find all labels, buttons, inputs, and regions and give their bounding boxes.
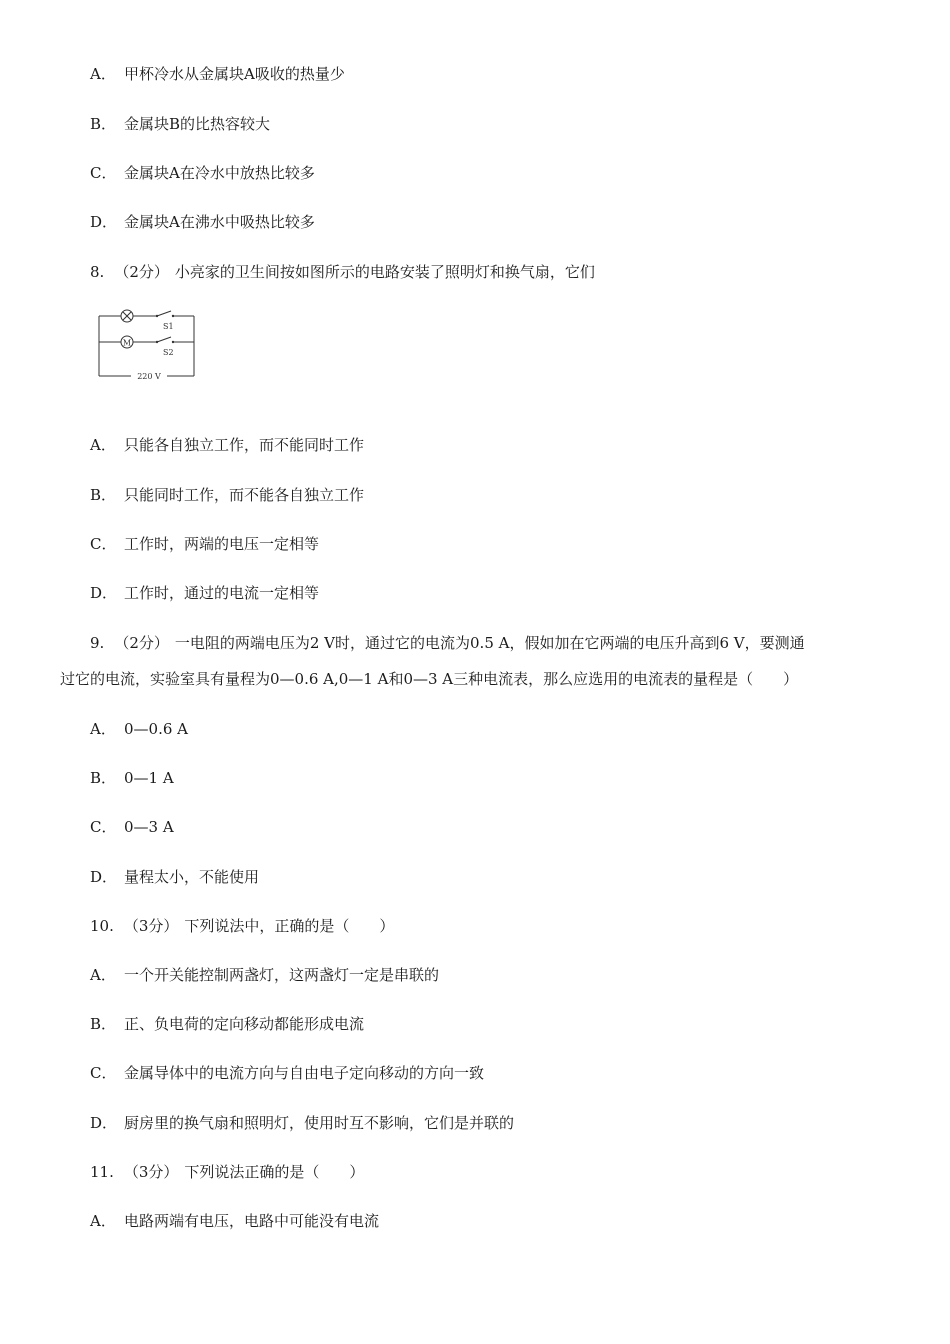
motor-label: M <box>122 338 132 348</box>
q7-option-a <box>90 64 345 84</box>
q11-option-a <box>90 1211 379 1231</box>
question-text: 小亮家的卫生间按如图所示的电路安装了照明灯和换气扇，它们 <box>174 263 595 281</box>
q9-option-a <box>90 719 188 739</box>
option-label: C． <box>90 818 117 836</box>
question-number: 8. <box>90 263 105 281</box>
switch1-contact-icon <box>156 315 158 317</box>
switch1-label: S1 <box>163 322 174 331</box>
option-label: B． <box>90 115 117 133</box>
q10-option-c <box>90 1063 484 1083</box>
q8-option-b <box>90 485 364 505</box>
q9-option-c <box>90 817 174 837</box>
option-label: D． <box>90 213 118 231</box>
question-text: 下列说法正确的是（ ） <box>184 1163 365 1181</box>
option-text: 金属块A在沸水中吸热比较多 <box>124 213 315 231</box>
question-score: （3分） <box>123 1163 179 1181</box>
q8-option-c <box>90 534 319 554</box>
option-text: 甲杯冷水从金属块A吸收的热量少 <box>124 65 345 83</box>
option-text: 一个开关能控制两盏灯，这两盏灯一定是串联的 <box>124 966 440 984</box>
question-text: 下列说法中，正确的是（ ） <box>184 917 395 935</box>
option-text: 金属块B的比热容较大 <box>124 115 271 133</box>
question-number: 9. <box>90 634 105 652</box>
question-score: （2分） <box>114 634 169 652</box>
switch2-label: S2 <box>163 348 174 357</box>
option-text: 电路两端有电压，电路中可能没有电流 <box>124 1212 380 1230</box>
question-score: （2分） <box>114 263 169 281</box>
voltage-label: 220 V <box>137 372 161 380</box>
switch1-contact-icon <box>172 315 174 317</box>
option-label: A． <box>90 1212 116 1230</box>
question-number: 10. <box>90 917 114 935</box>
option-text: 0—3 A <box>124 818 174 836</box>
option-text: 金属导体中的电流方向与自由电子定向移动的方向一致 <box>124 1064 485 1082</box>
option-label: A． <box>90 966 116 984</box>
q11-stem <box>90 1162 364 1182</box>
option-text: 0—1 A <box>124 769 174 787</box>
q10-option-a <box>90 965 439 985</box>
q7-option-c <box>90 163 315 183</box>
question-text: 一电阻的两端电压为2 V时，通过它的电流为0.5 A，假如加在它两端的电压升高到6 V，要测通 <box>174 634 805 652</box>
question-score: （3分） <box>123 917 179 935</box>
option-label: D． <box>90 584 118 602</box>
option-label: A． <box>90 436 116 454</box>
circuit-diagram <box>95 308 199 380</box>
option-label: D． <box>90 868 118 886</box>
option-text: 金属块A在冷水中放热比较多 <box>124 164 315 182</box>
switch2-contact-icon <box>156 341 158 343</box>
q9-option-b <box>90 768 174 788</box>
option-text: 工作时，两端的电压一定相等 <box>124 535 320 553</box>
q10-stem <box>90 916 394 936</box>
motor-icon <box>121 336 133 348</box>
option-text: 0—0.6 A <box>124 720 188 738</box>
q9-option-d <box>90 867 259 887</box>
option-text: 只能各自独立工作，而不能同时工作 <box>124 436 365 454</box>
option-label: A． <box>90 720 116 738</box>
q8-option-a <box>90 435 364 455</box>
option-text: 只能同时工作，而不能各自独立工作 <box>124 486 365 504</box>
option-label: C． <box>90 535 117 553</box>
option-text: 厨房里的换气扇和照明灯，使用时互不影响，它们是并联的 <box>124 1114 515 1132</box>
option-label: C． <box>90 164 117 182</box>
option-text: 工作时，通过的电流一定相等 <box>124 584 320 602</box>
question-number: 11. <box>90 1163 114 1181</box>
lamp-icon <box>121 310 133 322</box>
q8-option-d <box>90 583 319 603</box>
q10-option-b <box>90 1014 364 1034</box>
q8-stem <box>90 262 595 282</box>
q9-stem-continued <box>60 669 798 689</box>
option-text: 量程太小，不能使用 <box>124 868 260 886</box>
switch2-contact-icon <box>172 341 174 343</box>
option-label: B． <box>90 1015 117 1033</box>
question-text: 过它的电流，实验室具有量程为0—0.6 A,0—1 A和0—3 A三种电流表，那么应选用的电流表的量程是（ ） <box>60 670 799 688</box>
q7-option-b <box>90 114 270 134</box>
option-text: 正、负电荷的定向移动都能形成电流 <box>124 1015 365 1033</box>
option-label: C． <box>90 1064 117 1082</box>
q10-option-d <box>90 1113 514 1133</box>
option-label: B． <box>90 769 117 787</box>
q7-option-d <box>90 212 315 232</box>
q9-stem <box>90 633 805 653</box>
option-label: D． <box>90 1114 118 1132</box>
option-label: A． <box>90 65 116 83</box>
option-label: B． <box>90 486 117 504</box>
